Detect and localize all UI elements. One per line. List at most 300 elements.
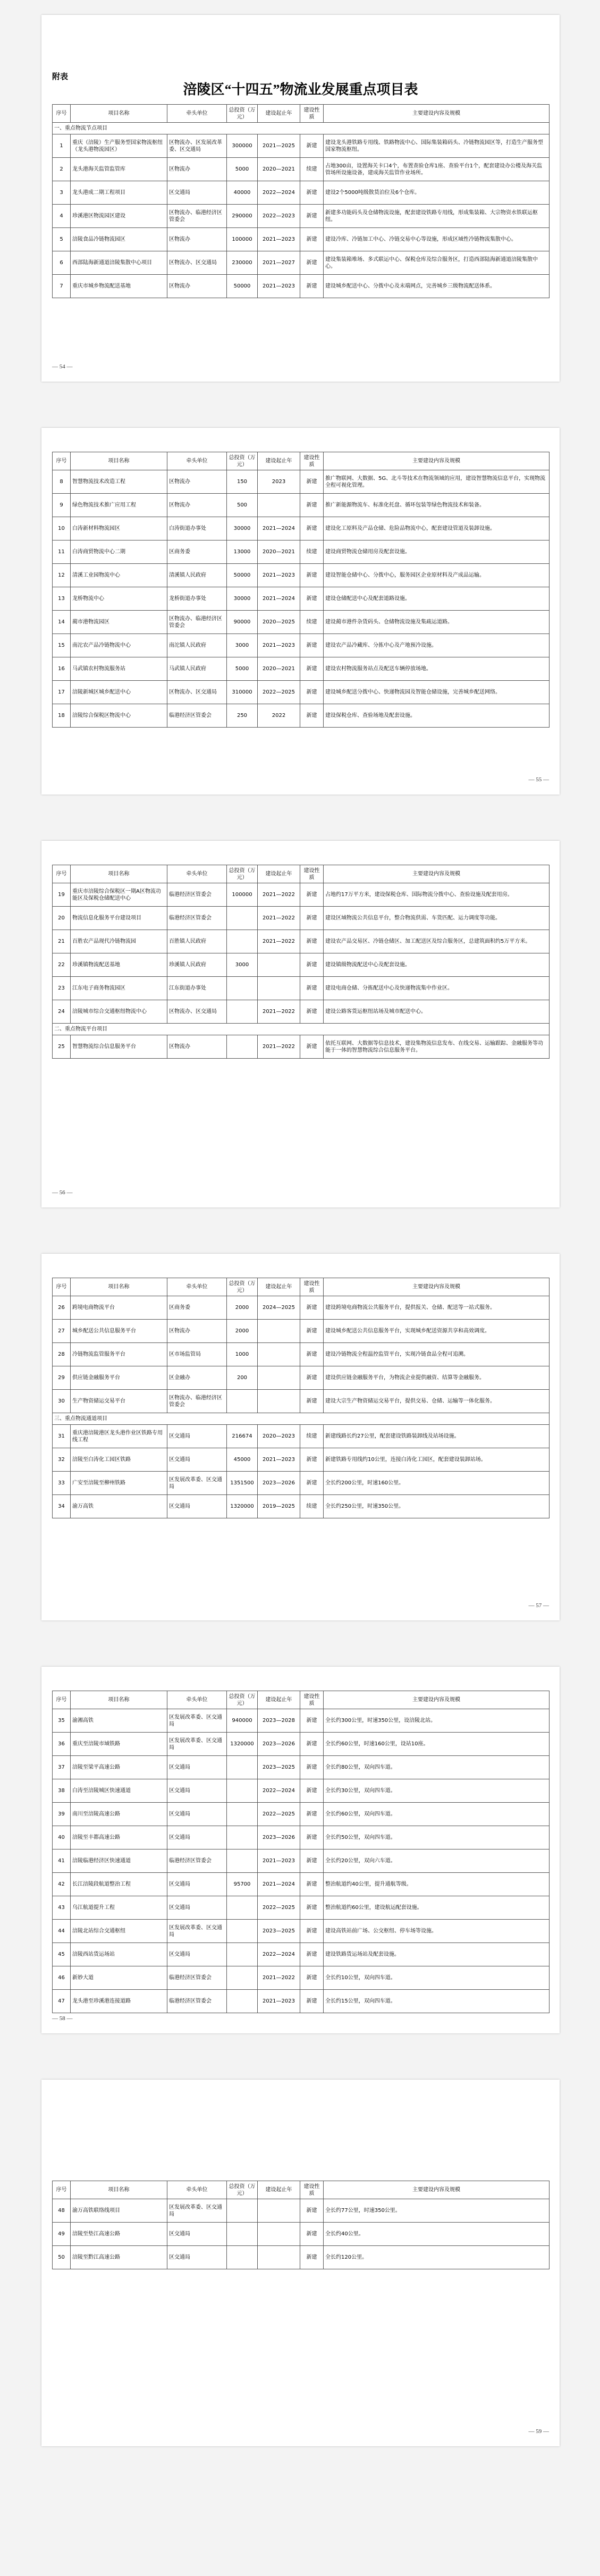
project-name: 南川至涪陵高速公路 [71,1803,167,1826]
construction-type: 新建 [300,1990,324,2013]
lead-unit: 江东街道办事处 [167,977,227,1000]
table-row [53,1425,550,1448]
page-number: — 58 — [52,2015,73,2022]
construction-period [258,953,300,977]
lead-unit: 区交通局 [167,2246,227,2269]
row-number: 5 [53,228,71,251]
project-name: 供应链金融服务平台 [71,1366,167,1390]
construction-content: 建设镇级物流配送中心及配套设施。 [324,953,550,977]
row-number: 35 [53,1709,71,1733]
table-row [53,1000,550,1024]
lead-unit: 临港经济区管委会 [167,704,227,728]
construction-type: 新建 [300,275,324,298]
construction-type: 新建 [300,181,324,205]
project-name: 广安至涪陵至柳州铁路 [71,1472,167,1495]
construction-content: 新建铁路专用线约10公里，连接白涛化工园区，配套建设装卸站场。 [324,1448,550,1472]
row-number: 37 [53,1756,71,1779]
lead-unit: 百胜镇人民政府 [167,930,227,953]
table-row [53,2246,550,2269]
total-investment: 1351500 [227,1472,258,1495]
table-row [53,540,550,564]
project-name: 涪陵至黔江高速公路 [71,2246,167,2269]
lead-unit: 区物流办 [167,1035,227,1059]
row-number: 42 [53,1873,71,1896]
construction-period [258,977,300,1000]
lead-unit: 区物流办 [167,470,227,494]
row-number: 23 [53,977,71,1000]
project-name: 清溪工业园物流中心 [71,564,167,587]
project-name: 百胜农产品现代冷链物流园 [71,930,167,953]
row-number: 12 [53,564,71,587]
table-row [53,1756,550,1779]
project-name: 重庆市城乡物流配送基地 [71,275,167,298]
lead-unit: 区物流办 [167,1320,227,1343]
total-investment [227,907,258,930]
section-heading: 一、重点物流节点项目 [53,123,550,134]
total-investment: 500 [227,494,258,517]
table-row [53,1495,550,1518]
construction-period: 2021—2024 [258,587,300,611]
construction-period: 2021—2023 [258,634,300,657]
table-row [53,134,550,158]
table-row [53,1343,550,1366]
construction-period: 2023—2026 [258,1733,300,1756]
column-header: 牵头单位 [167,1691,227,1709]
lead-unit: 区发展改革委、区交通局 [167,1920,227,1943]
row-number: 30 [53,1390,71,1413]
lead-unit: 区物流办 [167,275,227,298]
construction-period [258,2199,300,2223]
construction-period: 2022—2023 [258,205,300,228]
column-header: 建设起止年 [258,105,300,123]
table-row [53,587,550,611]
construction-period: 2021—2023 [258,1448,300,1472]
total-investment [227,1803,258,1826]
total-investment [227,977,258,1000]
construction-type: 新建 [300,1472,324,1495]
project-name: 长江涪陵段航道整治工程 [71,1873,167,1896]
project-table [52,1691,550,2013]
document-page [41,841,560,1207]
total-investment: 200 [227,1366,258,1390]
construction-period: 2022—2025 [258,681,300,704]
total-investment [227,2223,258,2246]
construction-period: 2022—2024 [258,181,300,205]
construction-type: 新建 [300,634,324,657]
lead-unit: 区物流办、区发展改革委、区交通局 [167,134,227,158]
construction-type: 新建 [300,930,324,953]
construction-period: 2023—2025 [258,1756,300,1779]
row-number: 19 [53,883,71,907]
table-row [53,181,550,205]
project-name: 新妙大道 [71,1966,167,1990]
column-header: 项目名称 [71,865,167,883]
lead-unit: 区交通局 [167,1896,227,1920]
row-number: 4 [53,205,71,228]
construction-period [258,2246,300,2269]
construction-period [258,494,300,517]
lead-unit: 区物流办、临港经济区管委会 [167,1390,227,1413]
construction-type: 新建 [300,1803,324,1826]
total-investment: 1320000 [227,1495,258,1518]
row-number: 48 [53,2199,71,2223]
construction-content: 整治航道约40公里，提升通航等级。 [324,1873,550,1896]
total-investment: 5000 [227,158,258,181]
row-number: 33 [53,1472,71,1495]
construction-period: 2021—2023 [258,228,300,251]
construction-type: 新建 [300,2199,324,2223]
project-name: 涪陵至垫江高速公路 [71,2223,167,2246]
total-investment: 3000 [227,953,258,977]
lead-unit: 区物流办 [167,158,227,181]
column-header: 建设性质 [300,1278,324,1296]
row-number: 44 [53,1920,71,1943]
total-investment: 230000 [227,251,258,275]
lead-unit: 临港经济区管委会 [167,907,227,930]
lead-unit: 区发展改革委、区交通局 [167,1709,227,1733]
row-number: 3 [53,181,71,205]
construction-content: 全长约200公里，时速160公里。 [324,1472,550,1495]
table-header-row [53,105,550,123]
lead-unit: 区交通局 [167,1495,227,1518]
table-row [53,1366,550,1390]
project-name: 渝万高铁 [71,1495,167,1518]
total-investment: 30000 [227,587,258,611]
section-heading: 二、重点物流平台项目 [53,1024,550,1035]
construction-period: 2022—2024 [258,1943,300,1966]
project-name: 西部陆海新通道涪陵集散中心项目 [71,251,167,275]
construction-type: 新建 [300,228,324,251]
construction-period: 2024—2025 [258,1296,300,1320]
total-investment: 50000 [227,564,258,587]
construction-content: 全长约250公里，时速350公里。 [324,1495,550,1518]
lead-unit: 白涛街道办事处 [167,517,227,540]
column-header: 建设性质 [300,2181,324,2199]
project-name: 白涛至涪陵城区快速通道 [71,1779,167,1803]
table-row [53,681,550,704]
table-row [53,657,550,681]
table-row [53,977,550,1000]
row-number: 34 [53,1495,71,1518]
lead-unit: 区物流办、区交通局 [167,1000,227,1024]
row-number: 9 [53,494,71,517]
row-number: 25 [53,1035,71,1059]
project-table [52,104,550,298]
table-header-row [53,2181,550,2199]
total-investment: 1320000 [227,1733,258,1756]
construction-type: 新建 [300,1920,324,1943]
total-investment: 216674 [227,1425,258,1448]
column-header: 序号 [53,452,71,470]
project-name: 涪陵北站综合交通枢纽 [71,1920,167,1943]
table-row [53,1709,550,1733]
table-row [53,1448,550,1472]
column-header: 牵头单位 [167,105,227,123]
row-number: 20 [53,907,71,930]
row-number: 36 [53,1733,71,1756]
total-investment: 1000 [227,1343,258,1366]
column-header: 总投资（万元） [227,2181,258,2199]
project-name: 涪陵至梁平高速公路 [71,1756,167,1779]
table-row [53,1390,550,1413]
construction-period: 2021—2022 [258,883,300,907]
lead-unit: 临港经济区管委会 [167,883,227,907]
project-name: 涪陵至白涛化工园区铁路 [71,1448,167,1472]
lead-unit: 区交通局 [167,1425,227,1448]
construction-type: 新建 [300,1826,324,1849]
construction-period [258,1343,300,1366]
row-number: 39 [53,1803,71,1826]
table-header-row [53,865,550,883]
section-heading: 三、重点物流通道项目 [53,1413,550,1425]
column-header: 总投资（万元） [227,105,258,123]
total-investment [227,1990,258,2013]
total-investment [227,1826,258,1849]
page-number: — 56 — [52,1189,73,1196]
column-header: 总投资（万元） [227,1691,258,1709]
lead-unit: 区交通局 [167,1756,227,1779]
construction-type: 新建 [300,587,324,611]
construction-period: 2020—2025 [258,611,300,634]
table-header-row [53,1278,550,1296]
row-number: 40 [53,1826,71,1849]
row-number: 22 [53,953,71,977]
row-number: 27 [53,1320,71,1343]
row-number: 17 [53,681,71,704]
lead-unit: 区交通局 [167,1803,227,1826]
column-header: 主要建设内容及规模 [324,1278,550,1296]
column-header: 项目名称 [71,105,167,123]
total-investment: 30000 [227,517,258,540]
row-number: 18 [53,704,71,728]
construction-content: 建设高铁站前广场、公交枢纽、停车场等设施。 [324,1920,550,1943]
lead-unit: 区物流办 [167,494,227,517]
total-investment: 100000 [227,228,258,251]
lead-unit: 区物流办、临港经济区管委会 [167,611,227,634]
lead-unit: 龙桥街道办事处 [167,587,227,611]
lead-unit: 区交通局 [167,2223,227,2246]
table-row [53,1733,550,1756]
project-name: 重庆市涪陵综合保税区一期A区物流功能区及保税仓储配送中心 [71,883,167,907]
row-number: 47 [53,1990,71,2013]
construction-type: 新建 [300,517,324,540]
construction-content: 全长约20公里，双向六车道。 [324,1849,550,1873]
project-name: 涪陵新城区城乡配送中心 [71,681,167,704]
total-investment: 90000 [227,611,258,634]
construction-type: 新建 [300,1035,324,1059]
table-row [53,1943,550,1966]
construction-type: 新建 [300,977,324,1000]
page-number: — 59 — [528,2428,549,2435]
row-number: 6 [53,251,71,275]
construction-content: 全长约40公里。 [324,2223,550,2246]
total-investment: 45000 [227,1448,258,1472]
construction-content: 建设城乡配送中心、分拨中心及末端网点，完善城乡三级物流配送体系。 [324,275,550,298]
total-investment: 250 [227,704,258,728]
column-header: 主要建设内容及规模 [324,105,550,123]
column-header: 总投资（万元） [227,1278,258,1296]
construction-content: 建设商贸物流仓储用房及配套设施。 [324,540,550,564]
project-name: 重庆至涪陵市域铁路 [71,1733,167,1756]
document-page [41,428,560,795]
page-number: — 55 — [528,776,549,783]
attachment-label: 附表 [52,73,69,81]
project-name: 马武镇农村物流服务站 [71,657,167,681]
table-row [53,275,550,298]
project-name: 城乡配送公共信息服务平台 [71,1320,167,1343]
total-investment: 5000 [227,657,258,681]
row-number: 10 [53,517,71,540]
column-header: 主要建设内容及规模 [324,2181,550,2199]
lead-unit: 区金融办 [167,1366,227,1390]
project-name: 南沱农产品冷链物流中心 [71,634,167,657]
construction-period: 2021—2023 [258,275,300,298]
table-row [53,1896,550,1920]
column-header: 主要建设内容及规模 [324,452,550,470]
construction-type: 新建 [300,494,324,517]
table-row [53,1320,550,1343]
project-name: 渝湘高铁 [71,1709,167,1733]
project-name: 龙头港海关监管监管库 [71,158,167,181]
total-investment: 13000 [227,540,258,564]
construction-period [258,1390,300,1413]
construction-type: 新建 [300,1779,324,1803]
lead-unit: 区市场监管局 [167,1343,227,1366]
construction-period: 2022 [258,704,300,728]
construction-period: 2020—2021 [258,540,300,564]
row-number: 16 [53,657,71,681]
table-row [53,1779,550,1803]
construction-type: 新建 [300,1448,324,1472]
lead-unit: 区物流办 [167,228,227,251]
project-name: 重庆（涪陵）生产服务型国家物流枢纽（龙头港物流园区） [71,134,167,158]
project-name: 涪陵综合保税区物流中心 [71,704,167,728]
lead-unit: 清溪镇人民政府 [167,564,227,587]
construction-content: 全长约80公里，双向四车道。 [324,1756,550,1779]
row-number: 32 [53,1448,71,1472]
construction-content: 全长约60公里，双向四车道。 [324,1803,550,1826]
construction-type: 新建 [300,1873,324,1896]
construction-content: 建设仓储配送中心及配套道路设施。 [324,587,550,611]
table-row [53,1849,550,1873]
construction-period: 2020—2021 [258,657,300,681]
column-header: 总投资（万元） [227,865,258,883]
section-row [53,1413,550,1425]
construction-content: 全长约30公里，双向四车道。 [324,1779,550,1803]
project-name: 龙桥物流中心 [71,587,167,611]
table-row [53,1873,550,1896]
construction-period: 2021—2024 [258,517,300,540]
row-number: 29 [53,1366,71,1390]
construction-type: 新建 [300,251,324,275]
column-header: 建设性质 [300,865,324,883]
table-header-row [53,452,550,470]
project-name: 江东电子商务物流园区 [71,977,167,1000]
construction-type: 新建 [300,2246,324,2269]
lead-unit: 区物流办、区交通局 [167,681,227,704]
construction-type: 新建 [300,907,324,930]
total-investment: 2000 [227,1320,258,1343]
row-number: 26 [53,1296,71,1320]
project-name: 珍溪镇物流配送基地 [71,953,167,977]
lead-unit: 区发展改革委、区交通局 [167,1733,227,1756]
column-header: 项目名称 [71,2181,167,2199]
construction-content: 建设龙头港铁路专用线、铁路物流中心、国际集装箱码头、冷链物流园区等，打造生产服务型国家物流枢纽。 [324,134,550,158]
construction-period: 2021—2023 [258,1990,300,2013]
column-header: 项目名称 [71,1691,167,1709]
total-investment [227,1943,258,1966]
construction-type: 续建 [300,540,324,564]
table-row [53,2223,550,2246]
construction-period: 2020—2021 [258,158,300,181]
project-name: 龙头港成二期工程项目 [71,181,167,205]
lead-unit: 区物流办、临港经济区管委会 [167,205,227,228]
project-name: 智慧物流技术改造工程 [71,470,167,494]
construction-content: 全长约60公里，时速160公里，设站10座。 [324,1733,550,1756]
construction-type: 新建 [300,1343,324,1366]
construction-content: 建设城乡配送公共信息服务平台，实现城乡配送资源共享和高效调度。 [324,1320,550,1343]
row-number: 46 [53,1966,71,1990]
construction-type: 续建 [300,1495,324,1518]
total-investment [227,2199,258,2223]
total-investment [227,1390,258,1413]
table-row [53,1472,550,1495]
table-row [53,1296,550,1320]
total-investment: 290000 [227,205,258,228]
construction-content: 建设2个5000吨级散货泊位及6个仓库。 [324,181,550,205]
construction-content: 建设铁路货运场站及配套设施。 [324,1943,550,1966]
project-table [52,865,550,1059]
lead-unit: 临港经济区管委会 [167,1966,227,1990]
total-investment [227,1966,258,1990]
construction-period: 2022—2025 [258,1803,300,1826]
project-name: 涪陵临港经济区快速通道 [71,1849,167,1873]
construction-period: 2022—2025 [258,1896,300,1920]
lead-unit: 马武镇人民政府 [167,657,227,681]
construction-content: 推广新能源物流车、标准化托盘、循环包装等绿色物流技术和装备。 [324,494,550,517]
row-number: 1 [53,134,71,158]
column-header: 建设起止年 [258,865,300,883]
construction-content: 建设蔺市港件杂货码头、仓储物流设施及集疏运道路。 [324,611,550,634]
construction-type: 新建 [300,205,324,228]
total-investment: 150 [227,470,258,494]
total-investment: 300000 [227,134,258,158]
lead-unit: 区交通局 [167,1873,227,1896]
column-header: 牵头单位 [167,452,227,470]
column-header: 序号 [53,105,71,123]
project-table [52,2181,550,2269]
column-header: 建设起止年 [258,1278,300,1296]
project-name: 冷链物流监管服务平台 [71,1343,167,1366]
construction-type: 续建 [300,611,324,634]
total-investment: 50000 [227,275,258,298]
table-row [53,930,550,953]
total-investment [227,1756,258,1779]
project-name: 龙头港至珍溪港连接道路 [71,1990,167,2013]
construction-content: 建设冷链物流全程温控监管平台，实现冷链食品全程可追溯。 [324,1343,550,1366]
construction-content: 占地约17万平方米，建设保税仓库、国际物流分拨中心、查验设施及配套用房。 [324,883,550,907]
table-row [53,158,550,181]
construction-type: 新建 [300,1709,324,1733]
construction-content: 建设智能仓储中心、分拨中心，服务园区企业原材料及产成品运输。 [324,564,550,587]
table-row [53,634,550,657]
column-header: 序号 [53,2181,71,2199]
total-investment [227,1035,258,1059]
table-row [53,1826,550,1849]
row-number: 49 [53,2223,71,2246]
construction-period: 2021—2025 [258,134,300,158]
table-row [53,704,550,728]
